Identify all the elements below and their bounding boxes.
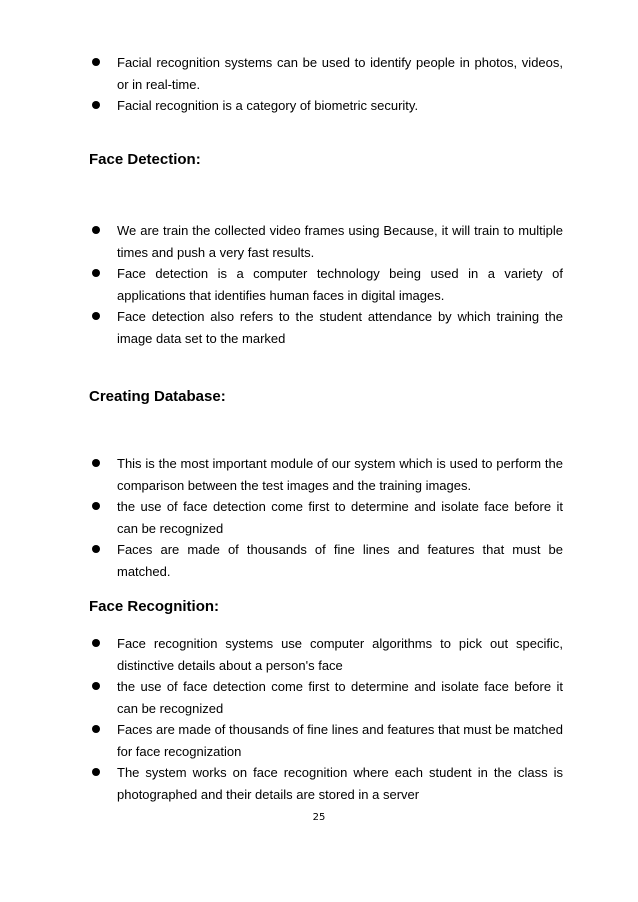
list-item [88,633,563,676]
list-item [88,263,563,306]
bullet-text: We are train the collected video frames using Because, it will train to multiple times and push a very fast results. [117,223,563,260]
bullet-icon [92,101,100,109]
bullet-text: This is the most important module of our system which is used to perform the comparison between the test images and the training images. [117,456,563,493]
section-heading-face-detection: Face Detection: [89,151,201,168]
bullet-text: Faces are made of thousands of fine lines and features that must be matched for face recognization [117,722,563,759]
list-item [88,676,563,719]
section-heading-creating-database: Creating Database: [89,388,226,405]
list-item [88,220,563,263]
list-item [88,719,563,762]
bullet-icon [92,459,100,467]
bullet-text: Face detection is a computer technology being used in a variety of applications that identifies human faces in digital images. [117,266,563,303]
bullet-text: Facial recognition systems can be used to identify people in photos, videos, or in real-time. [117,55,563,92]
bullet-icon [92,725,100,733]
list-item [88,762,563,805]
bullet-list-face-recognition [88,633,563,805]
bullet-icon [92,502,100,510]
bullet-text: Face detection also refers to the student attendance by which training the image data set to the marked [117,309,563,346]
bullet-text: Face recognition systems use computer algorithms to pick out specific, distinctive details about a person's face [117,636,563,673]
bullet-text: the use of face detection come first to determine and isolate face before it can be recognized [117,679,563,716]
bullet-icon [92,682,100,690]
list-item [88,52,563,95]
bullet-icon [92,312,100,320]
bullet-icon [92,58,100,66]
list-item [88,496,563,539]
list-item [88,539,563,582]
bullet-icon [92,269,100,277]
list-item [88,306,563,349]
bullet-list-intro [88,52,563,117]
list-item [88,453,563,496]
bullet-icon [92,639,100,647]
bullet-icon [92,226,100,234]
page-number: 25 [312,812,326,823]
bullet-text: Faces are made of thousands of fine lines and features that must be matched. [117,542,563,579]
bullet-icon [92,768,100,776]
bullet-icon [92,545,100,553]
list-item [88,95,563,117]
bullet-list-creating-database [88,453,563,582]
bullet-text: Facial recognition is a category of biometric security. [117,98,419,113]
section-heading-face-recognition: Face Recognition: [89,598,220,615]
bullet-list-face-detection [88,220,563,349]
bullet-text: the use of face detection come first to determine and isolate face before it can be recognized [117,499,563,536]
bullet-text: The system works on face recognition where each student in the class is photographed and their details are stored in a server [117,765,563,802]
